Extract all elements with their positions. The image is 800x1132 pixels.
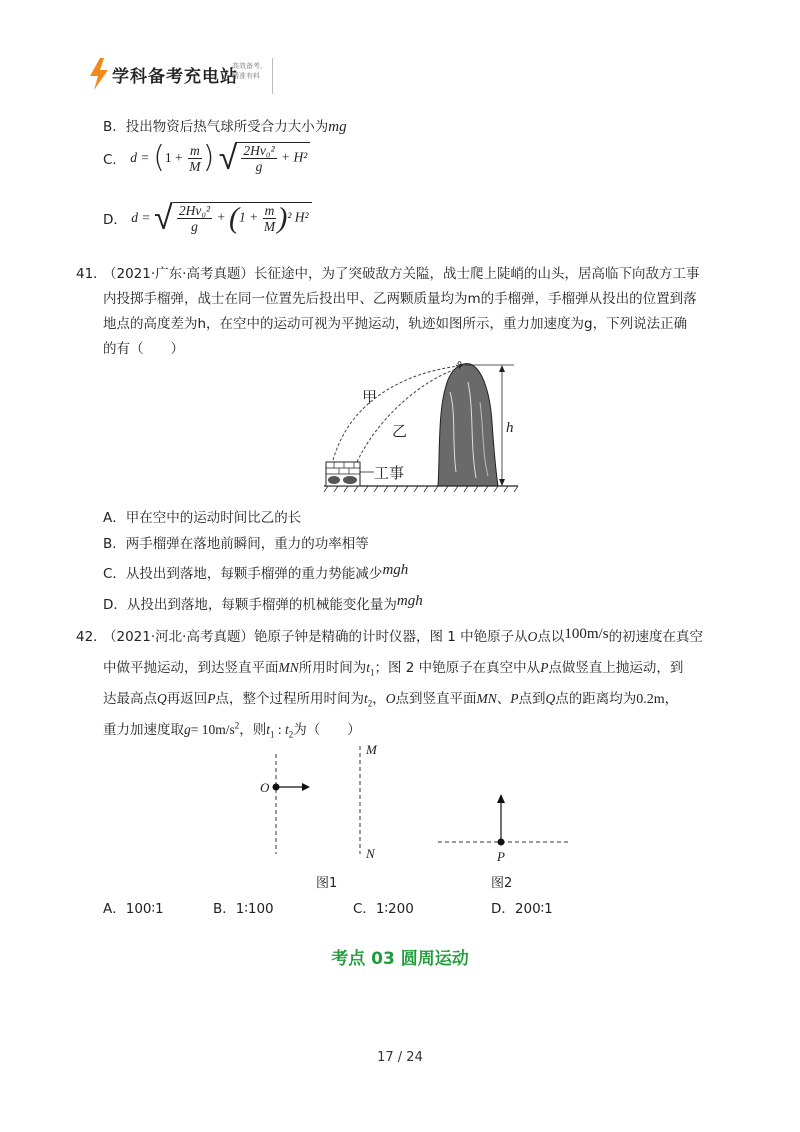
q42-line1: （2021·河北·高考真题）铯原子钟是精确的计时仪器，图 1 中铯原子从O点以100m/s的初速度在真空 xyxy=(103,626,704,645)
label-yi: 乙 xyxy=(392,422,408,440)
svg-text:M: M xyxy=(366,742,377,757)
q41-option-a: A．甲在空中的运动时间比乙的长 xyxy=(103,510,302,526)
q41-line3: 地点的高度差为h，在空中的运动可视为平抛运动，轨迹如图所示，重力加速度为g，下列说法正确 xyxy=(103,316,688,332)
label-gongshi: 工事 xyxy=(374,464,405,482)
q41-line2: 内投掷手榴弹，战士在同一位置先后投出甲、乙两颗质量均为m的手榴弹，手榴弹从投出的位置到落 xyxy=(103,291,697,307)
q41-line4: 的有（ ） xyxy=(103,341,184,357)
upward-arrow xyxy=(497,794,505,803)
q41-figure xyxy=(320,352,520,494)
fig1-caption: 图1 xyxy=(316,876,338,890)
q42-line2: 中做平抛运动，到达竖直平面MN所用时间为$t_1$；图 2 中铯原子在真空中从P点做竖直上抛运动，到 xyxy=(103,660,684,678)
q42-number: 42． xyxy=(76,629,107,645)
svg-text:P: P xyxy=(497,849,505,864)
q41-number: 41． xyxy=(76,266,107,282)
svg-text:O: O xyxy=(260,780,270,795)
prev-option-d: D． d = √ $\frac{\text{2Hv₀²}}{g}$ + (1 + $\frac{m}{M}$ )² H² xyxy=(103,202,312,252)
q42-figure xyxy=(240,740,580,890)
prev-option-b: B．投出物资后热气球所受合力大小为mg xyxy=(103,119,347,135)
q42-option-c: C．1∶200 xyxy=(353,901,414,917)
q42-line4: 重力加速度取$g= 10m/s^2$，则$t_1$ : $t_2$为（ ） xyxy=(103,720,361,740)
header-divider xyxy=(272,58,273,94)
svg-text:N: N xyxy=(366,846,375,861)
q42-option-a: A．100∶1 xyxy=(103,901,164,917)
svg-text:⚘: ⚘ xyxy=(454,359,465,373)
lightning-icon xyxy=(88,58,110,90)
velocity-arrow xyxy=(302,783,310,791)
label-h: h xyxy=(506,420,514,436)
q42-option-d: D．200∶1 xyxy=(491,901,553,917)
q42-line3: 达最高点Q再返回P点，整个过程所用时间为$t_2$，O点到竖直平面MN、P点到Q点的距离均为0.2m， xyxy=(103,691,679,709)
bunker xyxy=(326,462,374,486)
q41-option-d: D．从投出到落地，每颗手榴弹的机械能变化量为mgh xyxy=(103,593,423,613)
q41-line1: （2021·广东·高考真题）长征途中，为了突破敌方关隘，战士爬上陡峭的山头，居高临下向敌方工事 xyxy=(103,266,700,282)
fig2-caption: 图2 xyxy=(491,876,513,890)
section-title: 考点 03 圆周运动 xyxy=(331,949,469,969)
q41-option-c: C．从投出到落地，每颗手榴弹的重力势能减少mgh xyxy=(103,562,409,582)
label-jia: 甲 xyxy=(362,388,378,406)
q41-option-b: B．两手榴弹在落地前瞬间，重力的功率相等 xyxy=(103,536,369,552)
header-logo xyxy=(82,56,272,92)
page-number: 17 / 24 xyxy=(377,1050,423,1065)
q42-option-b: B．1∶100 xyxy=(213,901,274,917)
prev-option-c: C． d = (1 + $\frac{m}{M}$ ) √ $\frac{\text{2Hv₀²}}{g}$ + H² xyxy=(103,142,310,192)
logo-subtitle: 高效备考, 精准有料 xyxy=(232,62,263,80)
logo-title: 学科备考充电站 xyxy=(112,67,238,87)
